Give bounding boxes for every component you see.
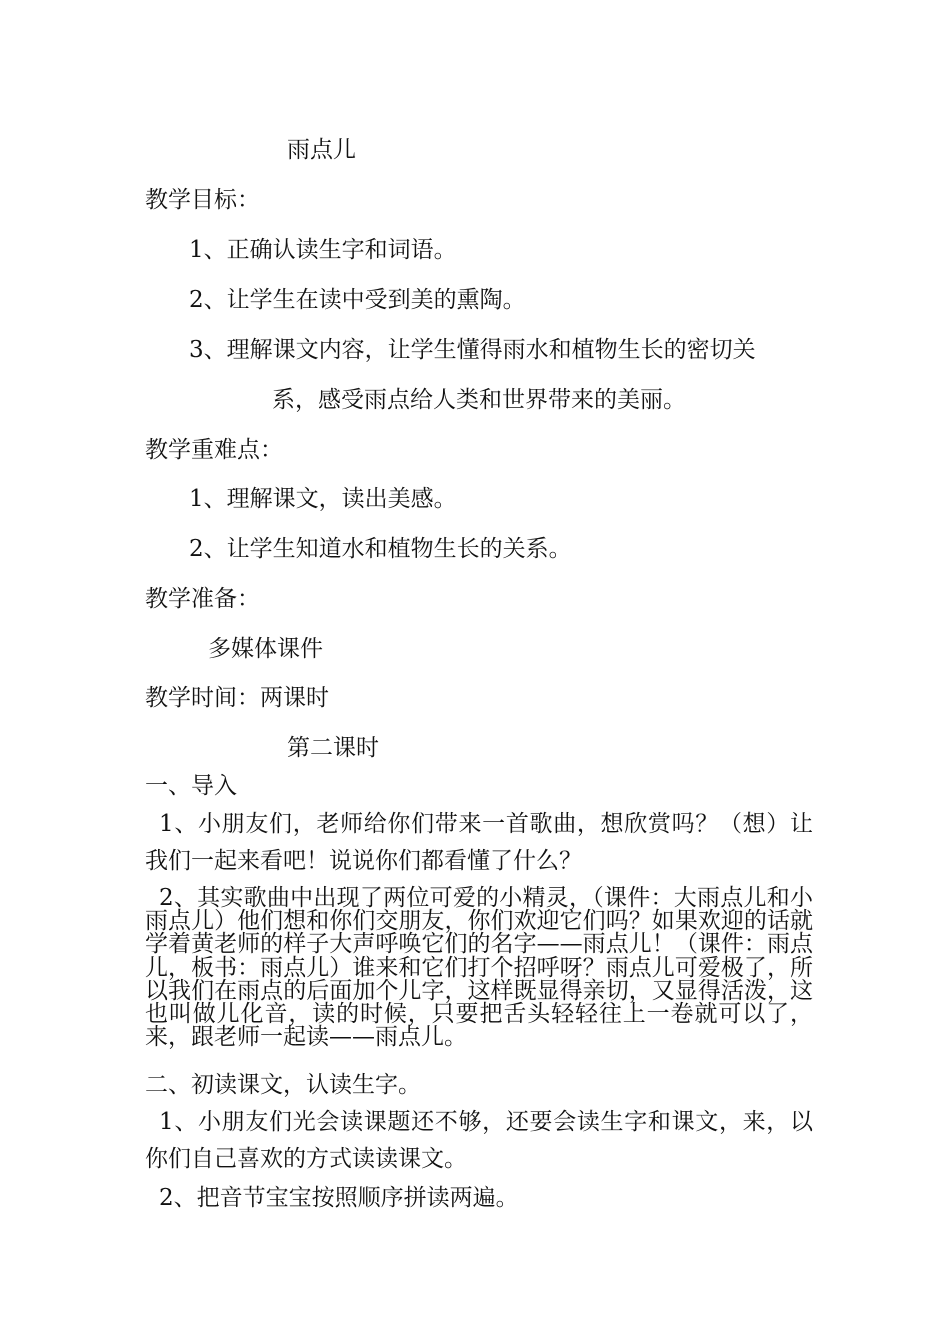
intro-paragraph-2: 2、其实歌曲中出现了两位可爱的小精灵，（课件：大雨点儿和小雨点儿）他们想和你们交朋友，你们欢迎它们吗？如果欢迎的话就学着黄老师的样子大声呼唤它们的名字——雨点儿！（课件：雨点儿，板书：雨点儿）谁来和它们打个招呼呀？雨点儿可爱极了，所以我们在雨点的后面加个儿字，这样既显得亲切，又显得活泼，这也叫做儿化音，读的时候，只要把舌头轻轻往上一卷就可以了，来，跟老师一起读——雨点儿。 (145, 885, 813, 1051)
objective-item: 3、理解课文内容，让学生懂得雨水和植物生长的密切关 (189, 337, 756, 363)
objective-item: 2、让学生在读中受到美的熏陶。 (189, 287, 526, 313)
preparation-heading: 教学准备： (145, 586, 260, 612)
key-points-heading: 教学重难点： (145, 437, 283, 463)
teaching-time: 教学时间：两课时 (145, 685, 329, 711)
reading-paragraph-2: 2、把音节宝宝按照顺序拼读两遍。 (159, 1185, 519, 1211)
objective-item: 1、正确认读生字和词语。 (189, 237, 457, 263)
objective-item-continued: 系，感受雨点给人类和世界带来的美丽。 (272, 387, 686, 413)
lesson-title: 第二课时 (287, 735, 379, 761)
objectives-heading: 教学目标： (145, 187, 260, 213)
section-heading-reading: 二、初读课文，认读生字。 (145, 1072, 421, 1098)
key-point-item: 1、理解课文，读出美感。 (189, 486, 457, 512)
section-heading-intro: 一、导入 (145, 773, 237, 799)
document-title: 雨点儿 (287, 137, 356, 163)
intro-paragraph-1: 1、小朋友们，老师给你们带来一首歌曲，想欣赏吗？（想）让我们一起来看吧！说说你们都看懂了什么？ (145, 811, 813, 874)
preparation-text: 多媒体课件 (208, 636, 323, 662)
key-point-item: 2、让学生知道水和植物生长的关系。 (189, 536, 572, 562)
reading-paragraph-1: 1、小朋友们光会读课题还不够，还要会读生字和课文，来，以你们自己喜欢的方式读读课文。 (145, 1109, 813, 1172)
